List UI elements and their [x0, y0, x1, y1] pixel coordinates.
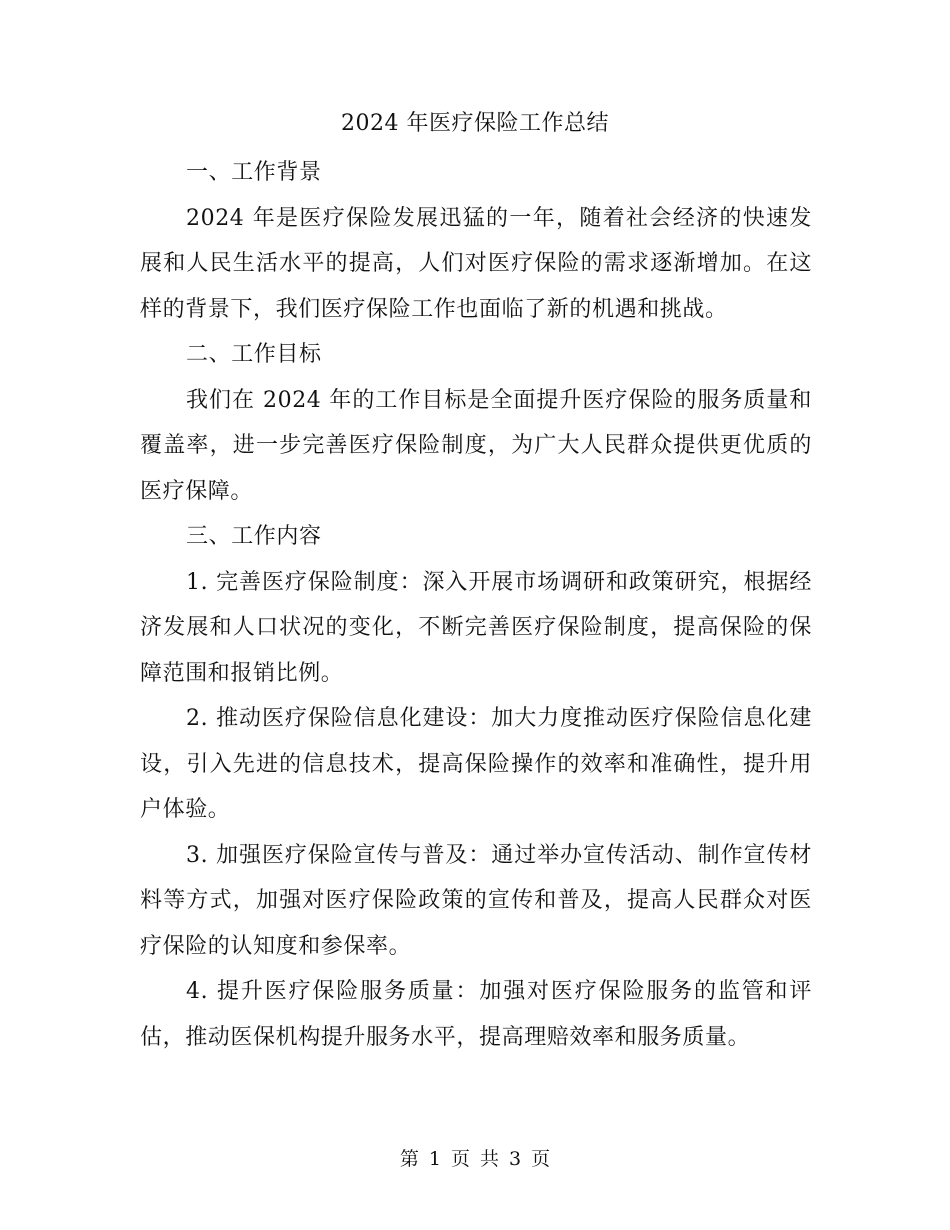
content-item-2: 2. 推动医疗保险信息化建设：加大力度推动医疗保险信息化建设，引入先进的信息技术，提高保险操作的效率和准确性，提升用户体验。	[140, 706, 812, 822]
page-number-footer: 第 1 页 共 3 页	[399, 1148, 551, 1170]
goals-paragraph: 我们在 2024 年的工作目标是全面提升医疗保险的服务质量和覆盖率，进一步完善医疗保险制度，为广大人民群众提供更优质的医疗保障。	[140, 387, 812, 504]
section-heading-goals: 二、工作目标	[186, 342, 322, 367]
section-heading-content: 三、工作内容	[186, 524, 322, 549]
background-paragraph: 2024 年是医疗保险发展迅猛的一年，随着社会经济的快速发展和人民生活水平的提高，人们对医疗保险的需求逐渐增加。在这样的背景下，我们医疗保险工作也面临了新的机遇和挑战。	[140, 205, 812, 322]
document-title: 2024 年医疗保险工作总结	[341, 111, 609, 136]
content-item-1: 1. 完善医疗保险制度：深入开展市场调研和政策研究，根据经济发展和人口状况的变化，不断完善医疗保险制度，提高保险的保障范围和报销比例。	[140, 569, 812, 686]
content-item-3: 3. 加强医疗保险宣传与普及：通过举办宣传活动、制作宣传材料等方式，加强对医疗保险政策的宣传和普及，提高人民群众对医疗保险的认知度和参保率。	[140, 842, 812, 959]
document-body	[140, 150, 812, 1060]
section-heading-background: 一、工作背景	[186, 160, 322, 185]
content-item-4: 4. 提升医疗保险服务质量：加强对医疗保险服务的监管和评估，推动医保机构提升服务水平，提高理赔效率和服务质量。	[140, 979, 812, 1050]
